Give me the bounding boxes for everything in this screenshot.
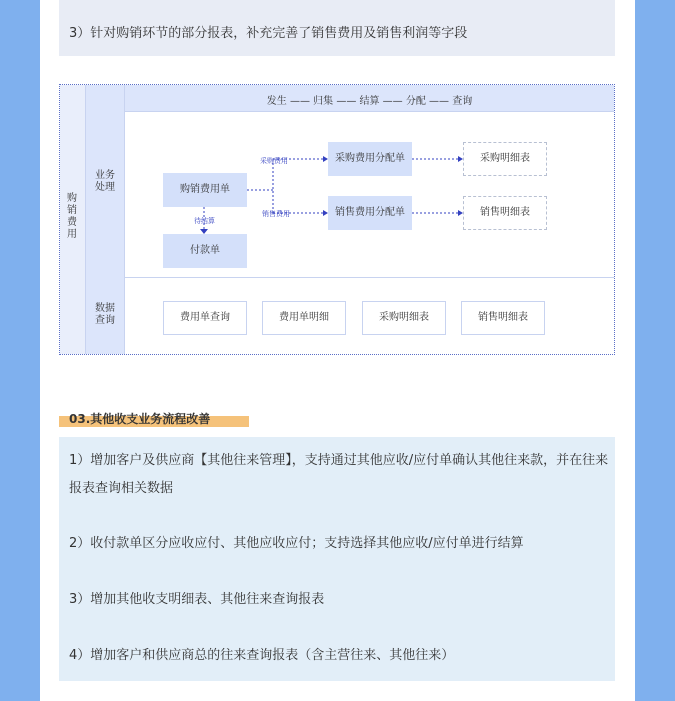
node-purchase-detail: 采购明细表 — [463, 142, 547, 176]
row-label-business: 业务处理 — [95, 170, 115, 193]
list-item: 1）增加客户及供应商【其他往来管理】，支持通过其他应收/应付单确认其他往来款，并在往来报表查询相关数据 — [69, 453, 609, 496]
top-note-box — [59, 0, 615, 56]
top-note: 3）针对购销环节的部分报表，补充完善了销售费用及销售利润等字段 — [69, 26, 468, 41]
diagram-header-text: 发生 —— 归集 —— 结算 —— 分配 —— 查询 — [266, 96, 473, 107]
arrow-label-settle: 待结算 — [194, 217, 215, 225]
list-item: 3）增加其他收支明细表、其他往来查询报表 — [69, 592, 325, 607]
query-item: 费用单查询 — [163, 301, 247, 335]
node-sales-detail: 销售明细表 — [463, 196, 547, 230]
improvement-list — [59, 437, 615, 681]
list-item: 4）增加客户和供应商总的往来查询报表（含主营往来、其他往来） — [69, 648, 455, 663]
node-sales-alloc: 销售费用分配单 — [328, 196, 412, 230]
arrow-label-sales-fee: 销售费用 — [262, 210, 290, 218]
node-purchase-alloc: 采购费用分配单 — [328, 142, 412, 176]
diagram-left-label: 购销费用 — [67, 193, 77, 240]
node-expense-bill: 购销费用单 — [163, 173, 247, 207]
row-label-query: 数据查询 — [95, 303, 115, 326]
section-title — [59, 408, 211, 428]
query-item: 费用单明细 — [262, 301, 346, 335]
node-payment-bill: 付款单 — [163, 234, 247, 268]
list-item: 2）收付款单区分应收应付、其他应收应付；支持选择其他应收/应付单进行结算 — [69, 536, 524, 551]
query-item: 销售明细表 — [461, 301, 545, 335]
flow-diagram — [59, 84, 615, 355]
query-item: 采购明细表 — [362, 301, 446, 335]
section-title-text: 03.其他收支业务流程改善 — [69, 412, 211, 426]
page — [40, 0, 635, 701]
arrow-label-purchase-fee: 采购费用 — [260, 157, 288, 165]
